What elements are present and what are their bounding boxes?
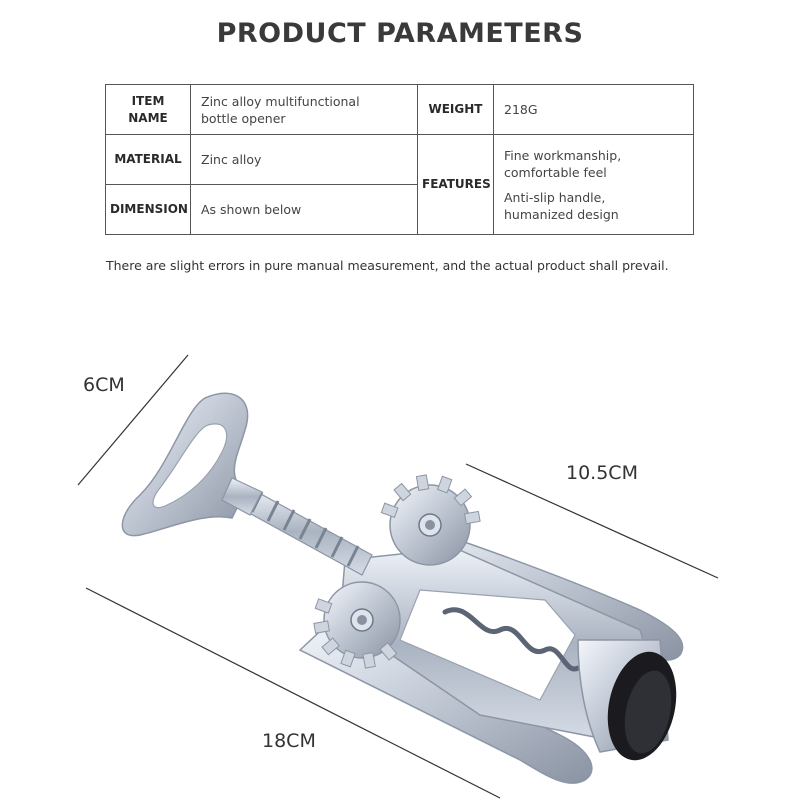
dimension-label: DIMENSION (106, 185, 191, 235)
measurement-note: There are slight errors in pure manual measurement, and the actual product shall prevail. (106, 258, 669, 273)
feature-line: Anti-slip handle, (504, 189, 606, 205)
feature-line: humanized design (504, 206, 619, 222)
feature-line: comfortable feel (504, 164, 607, 180)
item-name-line: Zinc alloy multifunctional (201, 93, 360, 109)
dimension-value: As shown below (191, 185, 418, 235)
corkscrew-body (122, 393, 685, 783)
handle-length-dimension-label: 10.5CM (566, 462, 638, 484)
material-label: MATERIAL (106, 135, 191, 185)
threaded-shaft (240, 488, 372, 575)
top-handle (122, 393, 262, 535)
weight-value: 218G (494, 85, 694, 135)
item-name-line: bottle opener (201, 110, 286, 126)
features-label: FEATURES (418, 135, 494, 235)
item-name-label: ITEM NAME (106, 85, 191, 135)
page-title: PRODUCT PARAMETERS (216, 18, 584, 49)
material-value: Zinc alloy (191, 135, 418, 185)
weight-label: WEIGHT (418, 85, 494, 135)
feature-line: Fine workmanship, (504, 147, 622, 163)
width-dimension-label: 6CM (83, 374, 125, 396)
total-length-dimension-label: 18CM (262, 730, 316, 752)
